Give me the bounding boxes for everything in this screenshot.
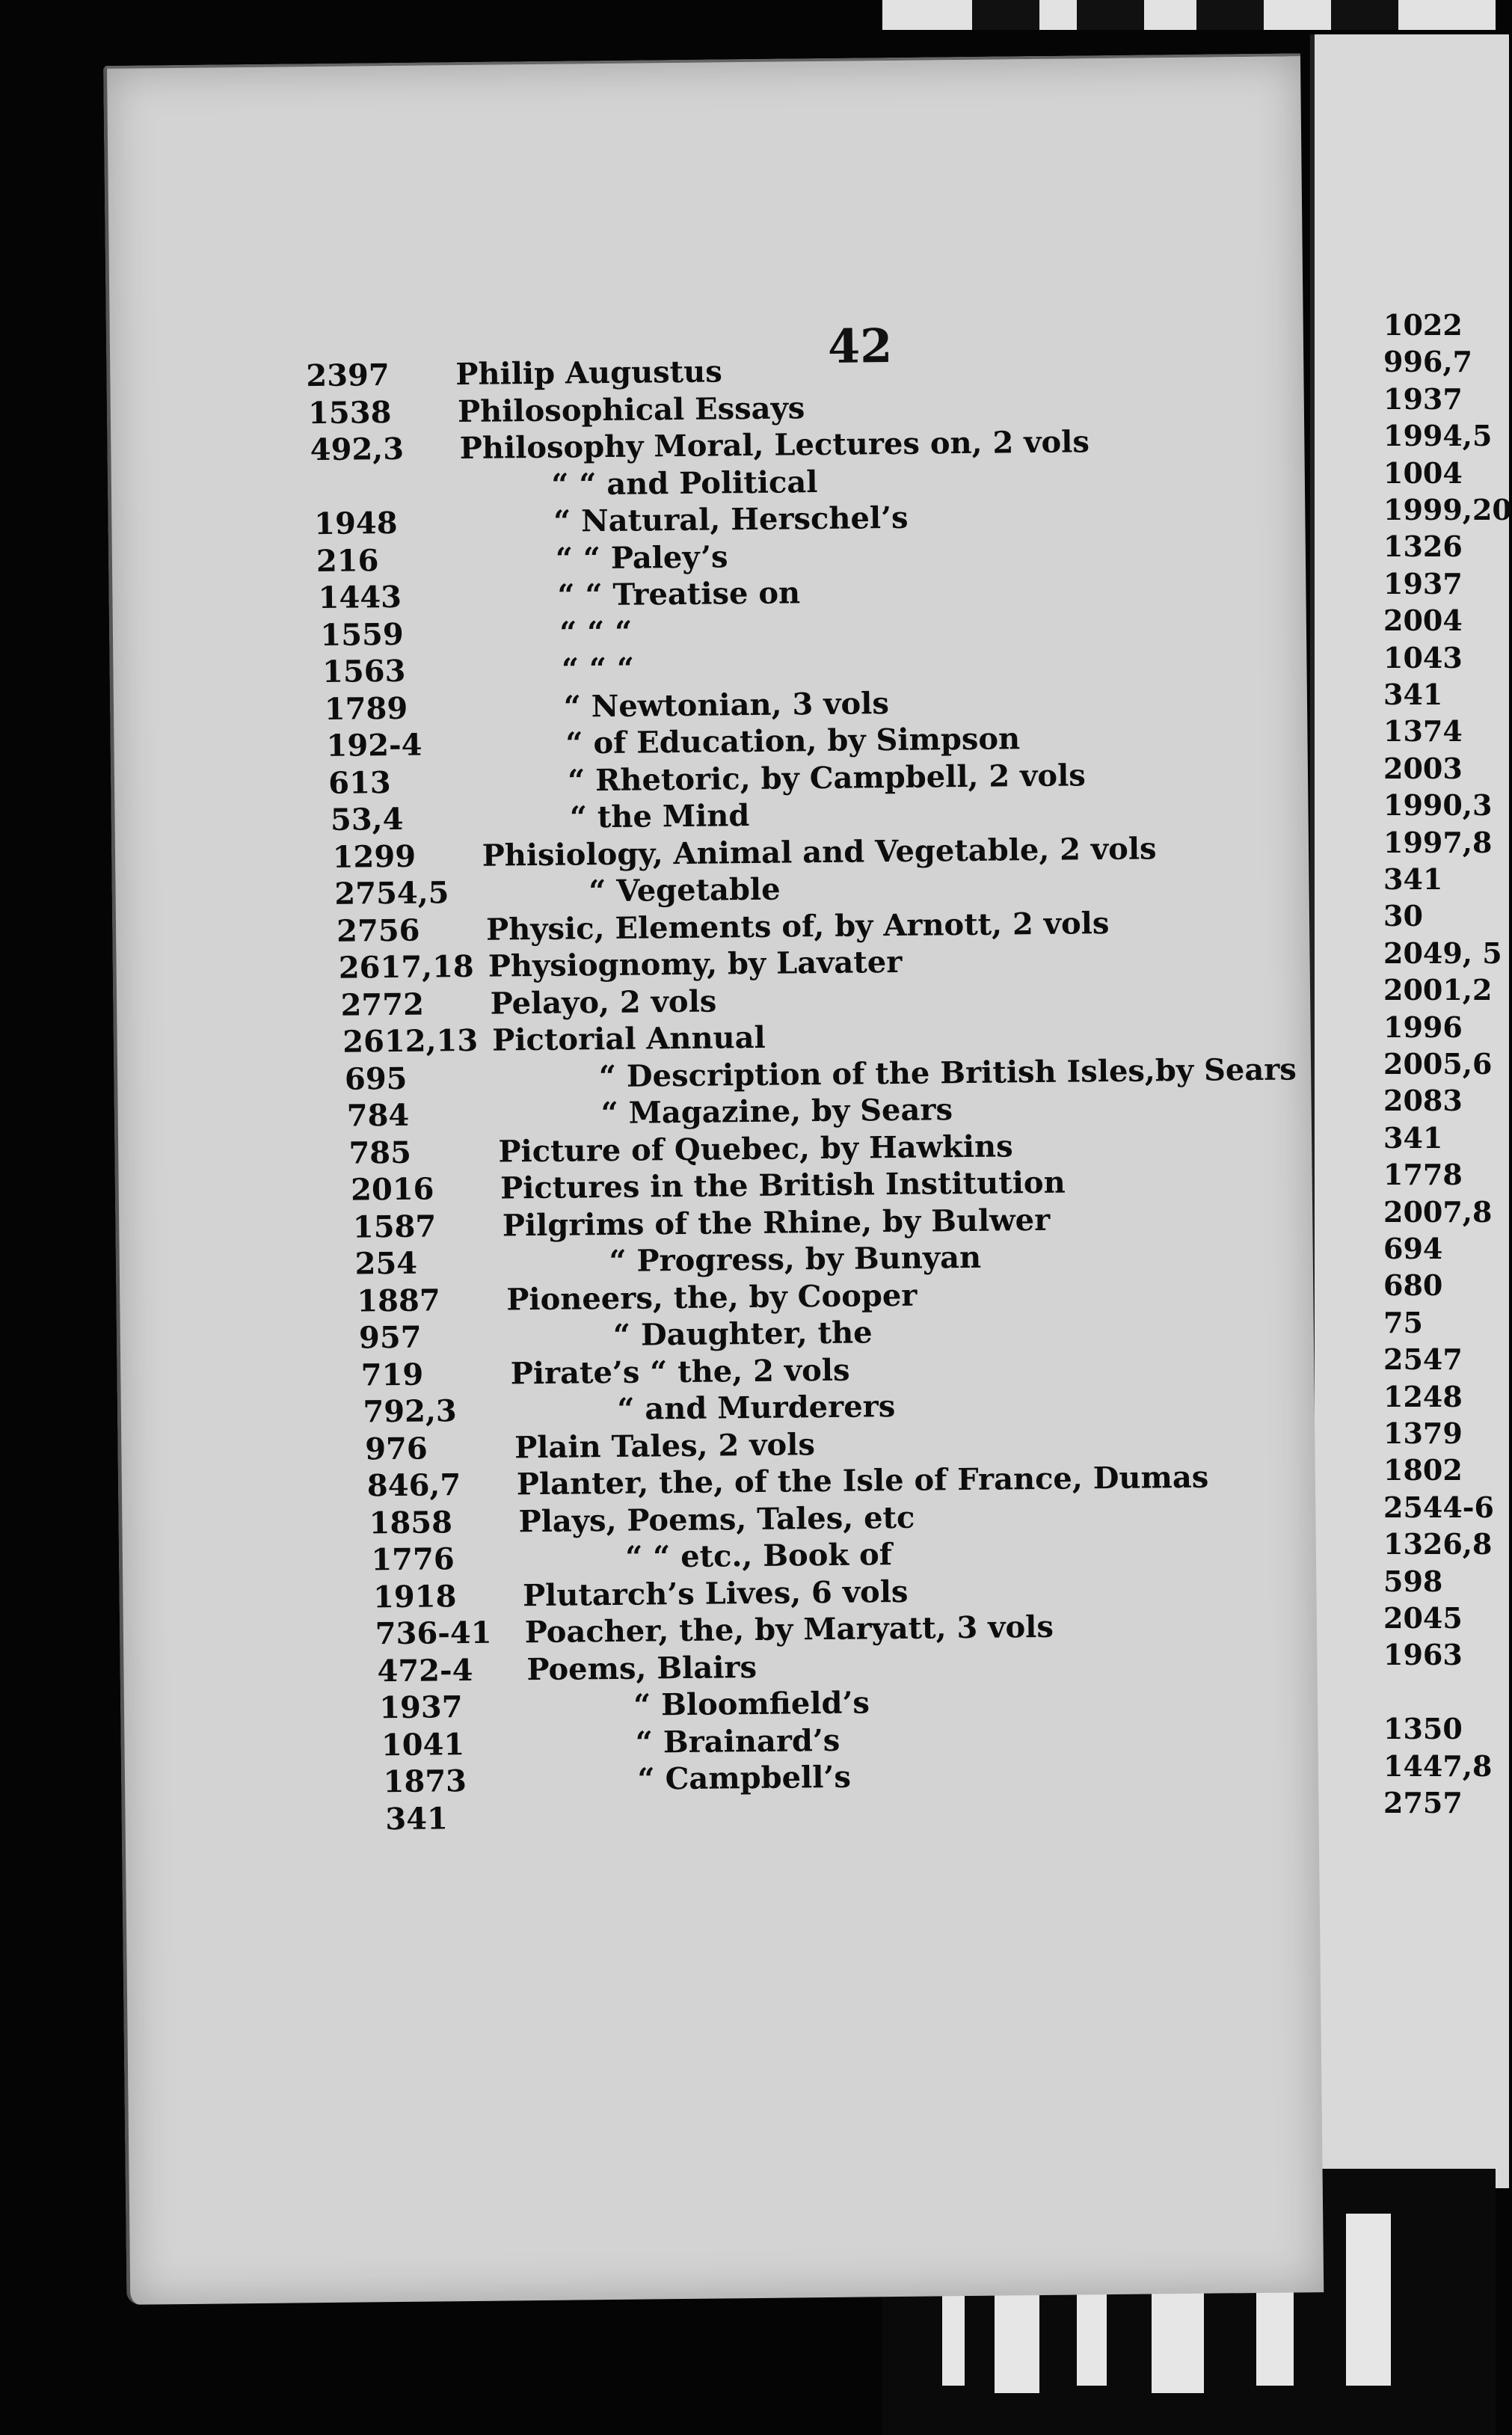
entry-title: “ “ and Political (551, 464, 818, 503)
entry-title: Plays, Poems, Tales, etc (518, 1499, 915, 1539)
entry-number: 792,3 (363, 1393, 457, 1430)
entry-number: 613 (328, 764, 391, 801)
facing-page-number: 30 (1383, 899, 1423, 933)
entry-title: Phisiology, Animal and Vegetable, 2 vols (482, 830, 1157, 873)
entry-number: 1538 (307, 394, 392, 431)
entry-number: 2617,18 (338, 948, 474, 986)
entry-number: 2772 (340, 986, 425, 1023)
entry-number: 1789 (324, 690, 408, 727)
entry-title: “ of Education, by Simpson (565, 721, 1021, 761)
entry-number: 784 (346, 1097, 410, 1134)
entry-number: 53,4 (330, 801, 404, 838)
entry-title: Philosophical Essays (457, 390, 805, 429)
entry-number: 846,7 (366, 1467, 461, 1504)
facing-page-number: 2547 (1383, 1342, 1463, 1377)
entry-number: 1587 (352, 1208, 437, 1245)
entry-number: 1559 (320, 616, 404, 653)
entry-number: 736-41 (375, 1615, 492, 1652)
entry-number: 695 (344, 1060, 408, 1097)
entry-title: “ Description of the British Isles,by Sears (598, 1051, 1297, 1094)
page-number: 42 (827, 318, 893, 374)
facing-page-number: 341 (1383, 678, 1443, 711)
facing-page-number: 1996 (1383, 1010, 1463, 1044)
entry-title: “ and Murderers (617, 1389, 896, 1427)
entry-number: 1041 (381, 1726, 465, 1763)
entry-title: “ “ “ (559, 614, 633, 651)
entry-title: Planter, the, of the Isle of France, Dumas (516, 1459, 1209, 1502)
entry-title: “ the Mind (569, 798, 750, 835)
facing-page-number: 75 (1383, 1305, 1423, 1339)
entry-number: 1858 (369, 1504, 453, 1541)
entry-number: 957 (358, 1319, 422, 1356)
facing-page-number: 2003 (1383, 751, 1463, 785)
facing-page-number: 341 (1383, 862, 1443, 896)
entry-number: 472-4 (377, 1652, 473, 1689)
entry-number: 1873 (383, 1763, 467, 1800)
entry-title: “ Campbell’s (637, 1759, 852, 1797)
entry-title: “ “ Treatise on (557, 575, 801, 613)
facing-page-number: 1802 (1383, 1453, 1463, 1487)
facing-page-number: 1022 (1383, 308, 1463, 342)
facing-page-number: 2045 (1383, 1601, 1463, 1635)
facing-page-number: 2007,8 (1383, 1194, 1493, 1229)
entry-number: 785 (348, 1134, 412, 1171)
facing-page-number: 1778 (1383, 1158, 1463, 1192)
entry-title: Philosophy Moral, Lectures on, 2 vols (459, 424, 1090, 467)
facing-page-number: 2049, 5 (1383, 936, 1502, 970)
facing-page-number: 2005,6 (1383, 1047, 1493, 1081)
entry-title: “ Bloomfield’s (633, 1685, 870, 1723)
entry-title: “ “ Paley’s (555, 538, 728, 577)
entry-title: Physic, Elements of, by Arnott, 2 vols (485, 905, 1110, 948)
entry-number: 2016 (350, 1171, 434, 1208)
facing-page-number: 1379 (1383, 1416, 1463, 1450)
facing-page-number: 1937 (1383, 566, 1463, 601)
facing-page-number: 2004 (1383, 604, 1463, 638)
facing-page-number: 2083 (1383, 1084, 1463, 1118)
entry-title: “ “ “ (561, 651, 635, 687)
entry-title: “ Progress, by Bunyan (609, 1239, 982, 1280)
entry-number: 192-4 (326, 727, 422, 764)
entry-title: Pioneers, the, by Cooper (506, 1277, 918, 1317)
entry-title: Poacher, the, by Maryatt, 3 vols (524, 1609, 1054, 1651)
entry-title: “ “ etc., Book of (625, 1537, 893, 1575)
entry-number: 719 (360, 1357, 424, 1392)
entry-number: 1299 (332, 838, 417, 875)
catalogue-page (103, 53, 1324, 2305)
facing-page-number: 1374 (1383, 714, 1463, 749)
entry-number: 1918 (372, 1578, 457, 1615)
facing-page-number: 1326 (1383, 529, 1463, 564)
entry-title: Pirate’s “ the, 2 vols (510, 1352, 850, 1391)
top-edge-strip (882, 0, 1496, 30)
entry-number: 1948 (313, 505, 398, 542)
entry-title: “ Vegetable (588, 871, 781, 909)
entry-number: 1563 (322, 653, 406, 690)
facing-page-number: 1994,5 (1383, 419, 1493, 453)
facing-page-number: 1990,3 (1383, 788, 1493, 823)
entry-title: “ Daughter, the (612, 1315, 873, 1353)
entry-number: 1887 (357, 1282, 440, 1319)
entry-title: Plutarch’s Lives, 6 vols (522, 1573, 909, 1613)
facing-page-number: 2001,2 (1383, 973, 1493, 1007)
entry-number: 1443 (318, 579, 402, 616)
facing-page-number: 1326,8 (1383, 1527, 1493, 1562)
entry-number: 216 (316, 542, 379, 579)
entry-title: “ Newtonian, 3 vols (563, 685, 890, 725)
entry-title: Pictures in the British Institution (500, 1164, 1066, 1206)
entry-number: 254 (354, 1245, 418, 1282)
facing-page-number: 2544-6 (1383, 1490, 1494, 1524)
facing-page-number: 1350 (1383, 1712, 1463, 1746)
entry-title: Plain Tales, 2 vols (514, 1426, 816, 1465)
entry-title: Picture of Quebec, by Hawkins (498, 1128, 1013, 1170)
entry-title: Pilgrims of the Rhine, by Bulwer (502, 1202, 1051, 1243)
facing-page-number: 1937 (1383, 381, 1463, 416)
facing-page-number: 694 (1383, 1232, 1443, 1265)
entry-title: Pelayo, 2 vols (490, 983, 717, 1022)
entry-number: 1776 (371, 1541, 455, 1578)
entry-number: 976 (364, 1431, 428, 1467)
entry-title: “ Brainard’s (635, 1722, 840, 1760)
entry-number: 2756 (336, 912, 420, 949)
facing-page-number: 1248 (1383, 1379, 1463, 1413)
entry-number: 341 (385, 1800, 449, 1837)
facing-page-number: 1999,20 (1383, 493, 1512, 526)
entry-number: 492,3 (310, 431, 405, 468)
facing-page-number: 1997,8 (1383, 825, 1493, 859)
entry-title: “ Magazine, by Sears (600, 1092, 953, 1131)
facing-page-number: 1963 (1383, 1638, 1463, 1672)
facing-page-number: 996,7 (1383, 345, 1472, 379)
entry-title: “ Rhetoric, by Campbell, 2 vols (567, 757, 1087, 799)
facing-page-number: 680 (1383, 1268, 1443, 1303)
facing-page-number: 2757 (1383, 1786, 1463, 1820)
entry-number: 2754,5 (334, 875, 449, 912)
facing-page-number: 341 (1383, 1120, 1443, 1155)
facing-page-number: 598 (1383, 1564, 1443, 1598)
entry-number: 2612,13 (342, 1022, 479, 1060)
facing-page-number: 1004 (1383, 455, 1463, 490)
entry-title: Physiognomy, by Lavater (488, 944, 903, 984)
entry-title: “ Natural, Herschel’s (553, 500, 909, 539)
facing-page-number: 1447,8 (1383, 1748, 1493, 1783)
facing-page-number: 1043 (1383, 640, 1463, 675)
entry-title: Philip Augustus (455, 354, 722, 393)
entry-number: 2397 (306, 357, 390, 394)
entry-title: Pictorial Annual (492, 1019, 766, 1058)
entry-title: Poems, Blairs (526, 1649, 757, 1687)
entry-number: 1937 (378, 1689, 463, 1726)
